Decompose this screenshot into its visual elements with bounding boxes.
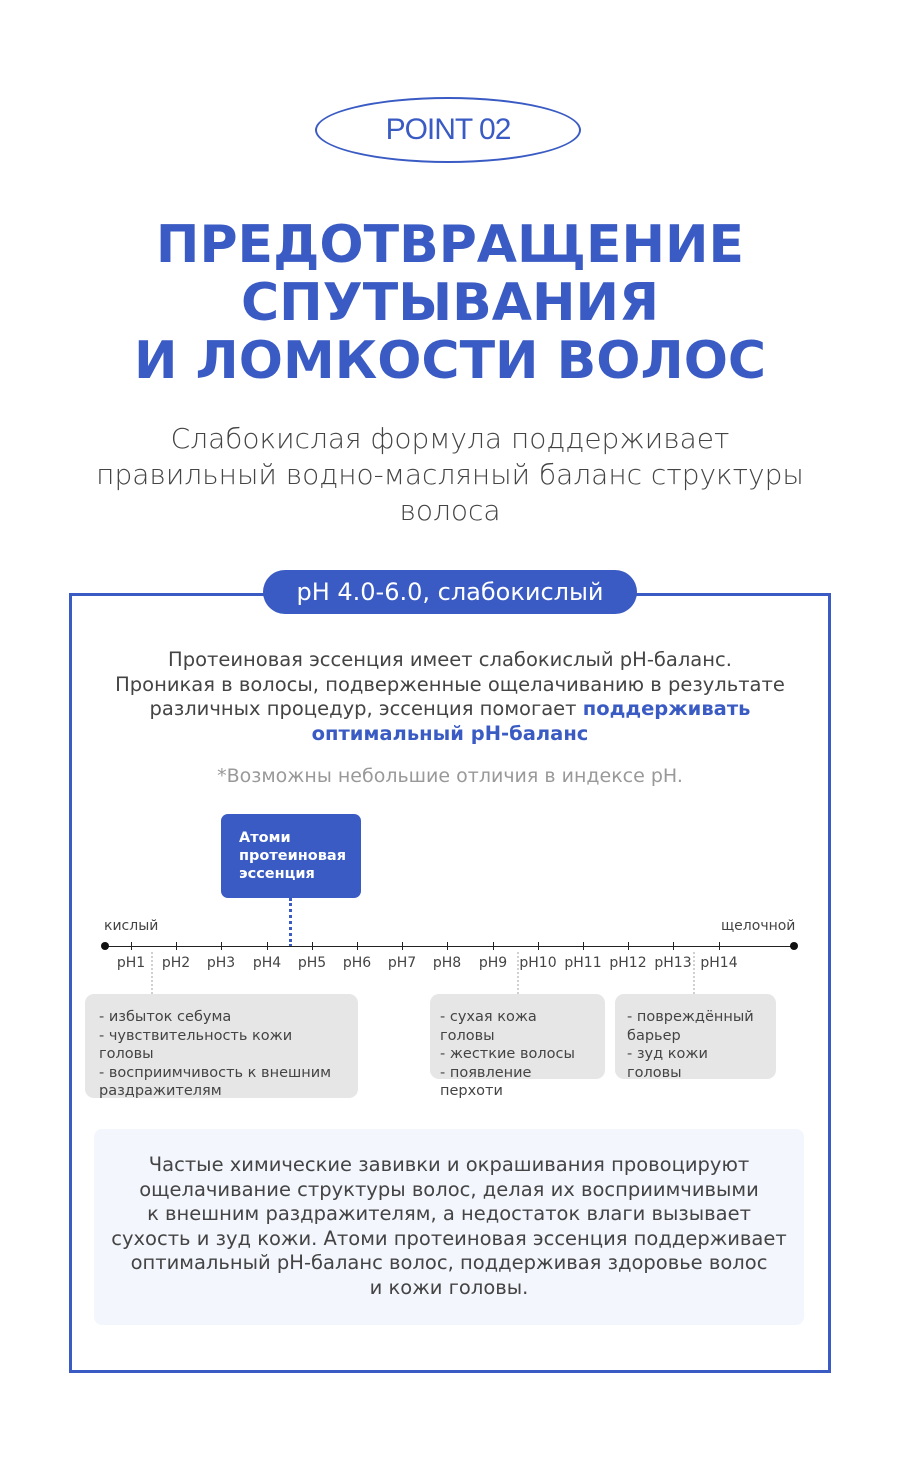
title-line: И ЛОМКОСТИ ВОЛОС — [133, 331, 767, 391]
condition-item: - избыток себума — [99, 1009, 232, 1025]
summary-panel — [94, 1129, 804, 1325]
summary-line: сухость и зуд кожи. Атоми протеиновая эссенция поддерживает — [111, 1226, 787, 1250]
scale-tick — [673, 942, 674, 950]
scale-tick-label: pH13 — [654, 955, 692, 971]
subtitle-line: правильный водно-масляный баланс структуры — [96, 458, 804, 491]
scale-tick — [628, 942, 629, 950]
scale-tick — [538, 942, 539, 950]
product-pointer — [289, 898, 292, 947]
scale-tick — [221, 942, 222, 950]
scale-tick-label: pH1 — [116, 955, 146, 971]
alkaline-label: щелочной — [721, 918, 796, 934]
scale-tick-label: pH4 — [252, 955, 282, 971]
point-label: POINT 02 — [385, 113, 511, 146]
condition-pointer — [693, 952, 695, 994]
scale-tick-label: pH2 — [161, 955, 191, 971]
alkaline-conditions — [430, 994, 605, 1099]
condition-item: - сухая кожа головы — [440, 1009, 537, 1044]
product-name-line: эссенция — [239, 866, 315, 882]
description-highlight: поддерживать — [582, 697, 751, 720]
condition-item: - появление перхоти — [440, 1064, 532, 1099]
scale-tick-label: pH9 — [478, 955, 508, 971]
product-callout — [221, 814, 361, 898]
scale-tick-label: pH6 — [342, 955, 372, 971]
title-line: ПРЕДОТВРАЩЕНИЕ — [155, 215, 745, 275]
acidic-conditions — [85, 994, 358, 1098]
condition-item: раздражителям — [99, 1083, 222, 1099]
description-highlight: оптимальный pH-баланс — [311, 721, 589, 745]
description-line — [90, 697, 810, 722]
scale-tick — [447, 942, 448, 950]
scale-tick-label: pH12 — [609, 955, 647, 971]
description-text: различных процедур, эссенция помогает — [149, 697, 583, 720]
ph-range-badge — [263, 570, 637, 614]
page-subtitle — [60, 421, 840, 529]
scale-tick — [131, 942, 132, 950]
scale-tick-label: pH11 — [564, 955, 602, 971]
summary-line: к внешним раздражителям, а недостаток влаги вызывает — [147, 1202, 751, 1225]
description-line: Протеиновая эссенция имеет слабокислый pH-баланс. — [168, 648, 732, 671]
title-line: СПУТЫВАНИЯ — [240, 273, 660, 333]
summary-line: Частые химические завивки и окрашивания провоцируют — [148, 1153, 750, 1176]
condition-pointer — [517, 952, 519, 994]
page-title — [0, 216, 900, 390]
scale-tick — [312, 942, 313, 950]
ph-scale-axis — [105, 946, 794, 947]
scale-tick — [493, 942, 494, 950]
summary-line: оптимальный pH-баланс волос, поддерживая здоровье волос — [130, 1251, 768, 1274]
condition-item: - восприимчивость к внешним — [99, 1064, 332, 1081]
strong-alkaline-conditions — [615, 994, 776, 1079]
scale-tick-label: pH7 — [387, 955, 417, 971]
condition-item: - зуд кожи головы — [627, 1046, 708, 1081]
condition-item: - жесткие волосы — [440, 1046, 575, 1062]
axis-start-dot — [101, 942, 109, 950]
description-line: Проникая в волосы, подверженные ощелачиванию в результате — [115, 672, 785, 696]
subtitle-line: волоса — [399, 494, 501, 527]
scale-tick-label: pH3 — [206, 955, 236, 971]
scale-tick-label: pH10 — [519, 955, 557, 971]
ph-range-label: pH 4.0-6.0, слабокислый — [296, 578, 604, 606]
scale-tick — [176, 942, 177, 950]
subtitle-line: Слабокислая формула поддерживает — [170, 422, 730, 455]
scale-tick-label: pH5 — [297, 955, 327, 971]
scale-tick — [583, 942, 584, 950]
condition-item: - чувствительность кожи головы — [99, 1027, 293, 1062]
condition-item: - повреждённый — [627, 1009, 754, 1025]
scale-tick — [719, 942, 720, 950]
scale-tick — [402, 942, 403, 950]
scale-tick-label: pH8 — [432, 955, 462, 971]
summary-line: и кожи головы. — [369, 1275, 529, 1299]
product-name-line: Атоми — [239, 830, 291, 846]
scale-tick-label: pH14 — [700, 955, 738, 971]
point-badge — [315, 97, 581, 163]
axis-end-dot — [790, 942, 798, 950]
product-name-line: протеиновая — [239, 848, 347, 864]
scale-tick — [357, 942, 358, 950]
acidic-label: кислый — [104, 918, 159, 934]
ph-disclaimer: *Возможны небольшие отличия в индексе pH. — [217, 765, 683, 787]
condition-pointer — [151, 952, 153, 994]
scale-tick — [267, 942, 268, 950]
summary-line: ощелачивание структуры волос, делая их восприимчивыми — [139, 1177, 759, 1201]
ph-description — [90, 648, 810, 746]
condition-item: барьер — [627, 1027, 681, 1044]
